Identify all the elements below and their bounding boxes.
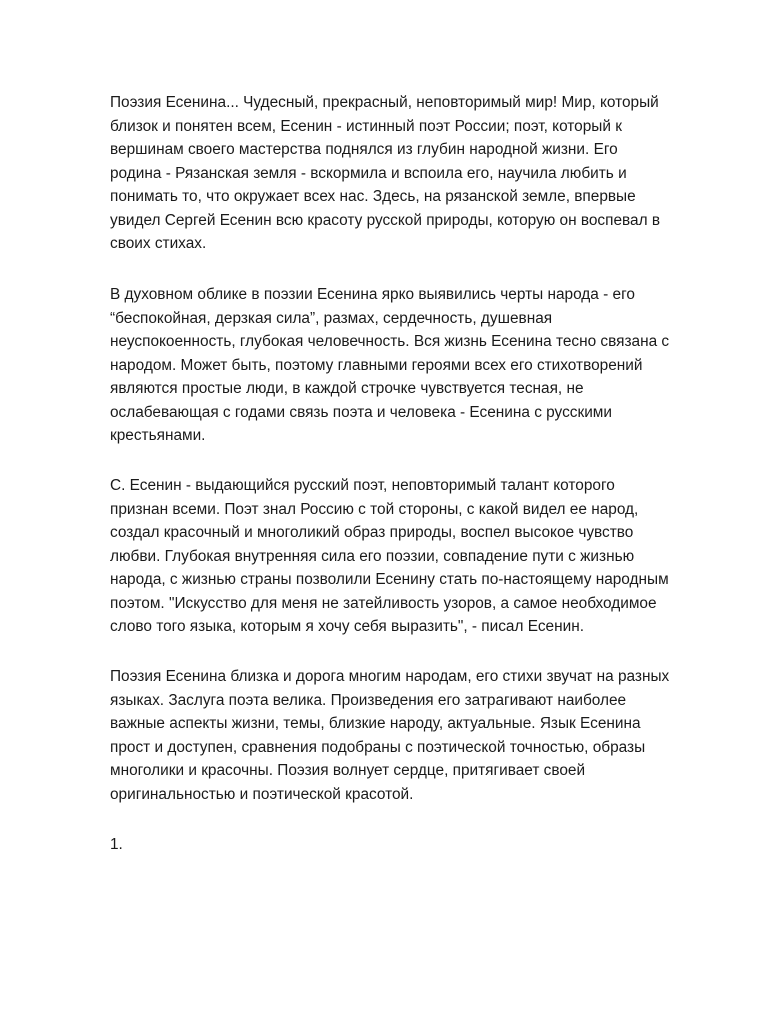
text-line: любви. Глубокая внутренняя сила его поэзии, совпадение пути с жизнью — [110, 547, 635, 565]
text-line: ослабевающая с годами связь поэта и человека - Есенина с русскими — [110, 403, 612, 421]
text-line: С. Есенин - выдающийся русский поэт, неповторимый талант которого — [110, 477, 615, 494]
text-line: своих стихах. — [110, 235, 207, 252]
text-line: многолики и красочны. Поэзия волнует сердце, притягивает своей — [110, 762, 586, 779]
paragraph-conclusion — [110, 665, 670, 806]
paragraph-intro — [110, 91, 670, 256]
text-line: понимать то, что окружает всех нас. Здесь, на рязанской земле, впервые — [110, 188, 636, 205]
text-line: Поэзия Есенина... Чудесный, прекрасный, неповторимый мир! Мир, который — [110, 94, 659, 111]
text-line: создал красочный и многоликий образ природы, воспел высокое чувство — [110, 524, 634, 541]
text-line: слово того языка, которым я хочу себя выразить", - писал Есенин. — [110, 618, 584, 635]
text-line: Поэзия Есенина близка и дорога многим народам, его стихи звучат на разных — [110, 668, 670, 685]
paragraph-spiritual-image — [110, 283, 670, 448]
text-line: крестьянами. — [110, 427, 206, 444]
text-line: являются простые люди, в каждой строчке чувствуется тесная, не — [110, 380, 584, 397]
text-line: В духовном облике в поэзии Есенина ярко выявились черты народа - его — [110, 286, 635, 303]
text-line: увидел Сергей Есенин всю красоту русской природы, которую он воспевал в — [110, 211, 661, 229]
list-number — [110, 833, 670, 857]
text-line: прост и доступен, сравнения подобраны с поэтической точностью, образы — [110, 738, 646, 756]
text-line: народом. Может быть, поэтому главными героями всех его стихотворений — [110, 356, 643, 374]
text-line: языках. Заслуга поэта велика. Произведения его затрагивают наиболее — [110, 691, 627, 709]
text-line: родина - Рязанская земля - вскормила и вспоила его, научила любить и — [110, 164, 627, 182]
text-line: поэтом. "Искусство для меня не затейливость узоров, а самое необходимое — [110, 594, 657, 612]
text-line: “беспокойная, дерзкая сила”, размах, сердечность, душевная — [110, 309, 553, 327]
text-line: неуспокоенность, глубокая человечность. Вся жизнь Есенина тесно связана с — [110, 333, 670, 350]
text-line: народа, с жизнью страны позволили Есенину стать по-настоящему народным — [110, 571, 669, 588]
text-line: оригинальностью и поэтической красотой. — [110, 785, 414, 803]
text-line: важные аспекты жизни, темы, близкие народу, актуальные. Язык Есенина — [110, 715, 641, 732]
text-line: вершинам своего мастерства поднялся из глубин народной жизни. Его — [110, 141, 618, 158]
text-line: 1. — [110, 836, 123, 853]
paragraph-great-poet — [110, 474, 670, 639]
text-line: признан всеми. Поэт знал Россию с той стороны, с какой видел ее народ, — [110, 500, 639, 518]
text-line: близок и понятен всем, Есенин - истинный поэт России; поэт, который к — [110, 117, 622, 135]
